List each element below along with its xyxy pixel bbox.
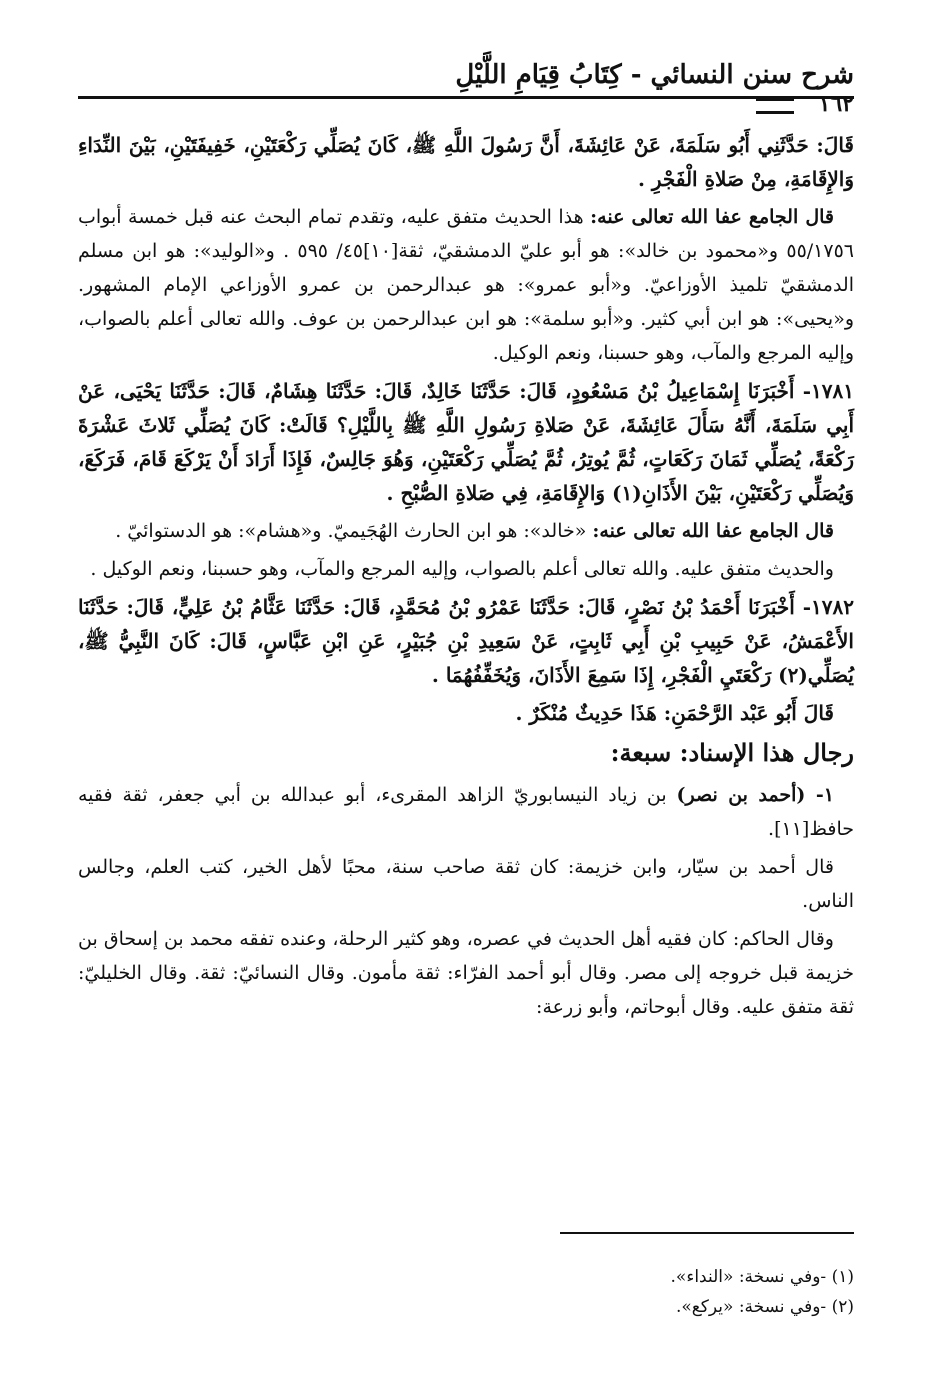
footnote-1: (١) -وفي نسخة: «النداء». [670, 1267, 854, 1287]
nasai-remark: قَالَ أَبُو عَبْد الرَّحْمَنِ: هَذَا حَدِيثٌ مُنْكَرٌ . [515, 701, 834, 725]
footnote-2: (٢) -وفي نسخة: «يركع». [675, 1297, 854, 1317]
narrator-1-paragraph [78, 778, 854, 846]
page-number: ١٦٢ [818, 91, 854, 117]
narrator-paragraph-2: قال أحمد بن سيّار، وابن خزيمة: كان ثقة صاحب سنة، محبًا لأهل الخير، كتب العلم، وجالس الناس. [78, 856, 854, 912]
narrator-1-text: بن زياد النيسابوريّ الزاهد المقرىء، أبو عبدالله بن أبي جعفر، ثقة فقيه حافظ[١١]. [78, 784, 854, 840]
header-title: شرح سنن النسائي - كِتَابُ قِيَامِ اللَّيْلِ [455, 60, 854, 90]
page-number-row [78, 90, 854, 120]
commentary-lead: قال الجامع عفا الله تعالى عنه: [590, 206, 834, 228]
narrator-1-name: ١- (أحمد بن نصر) [676, 784, 834, 806]
hadith-continuation: قَالَ: حَدَّثَنِي أَبُو سَلَمَةَ، عَنْ عَائِشَةَ، أَنَّ رَسُولَ اللَّهِ ﷺ، كَانَ يُصَلِّي رَكْعَتَيْنِ، خَفِيفَتَيْنِ، بَيْنَ النِّدَاءِ وَالإِقَامَةِ، مِنْ صَلاةِ الْفَجْرِ . [78, 133, 854, 191]
narrator-paragraph-3: وقال الحاكم: كان فقيه أهل الحديث في عصره، وهو كثير الرحلة، وعنده تفقه محمد بن إسحاق بن خزيمة قبل خروجه إلى مصر. وقال أبو أحمد الفرّاء: ثقة مأمون. وقال النسائيّ: ثقة. وقال الخليليّ: ثقة متفق عليه. وقال أبوحاتم، وأبو زرعة: [78, 928, 854, 1018]
section-heading: رجال هذا الإسناد: سبعة: [610, 738, 854, 767]
commentary-paragraph-3: والحديث متفق عليه. والله تعالى أعلم بالصواب، وإليه المرجع والمآب، وهو حسبنا، ونعم الوكيل . [90, 558, 834, 580]
commentary-text: هذا الحديث متفق عليه، وتقدم تمام البحث عنه قبل خمسة أبواب ٥٥/١٧٥٦ و«محمود بن خالد»: هو أبو عليّ الدمشقيّ، ثقة[١٠]٤٥/ ٥٩٥ . و«الوليد»: هو ابن مسلم الدمشقيّ تلميذ الأوزاعيّ. و«أبو عمرو»: هو عبدالرحمن بن عمرو الأوزاعي الإمام المشهور. و«يحيى»: هو ابن أبي كثير. و«أبو سلمة»: هو ابن عبدالرحمن بن عوف. والله تعالى أعلم بالصواب، وإليه المرجع والمآب، وهو حسبنا، ونعم الوكيل. [78, 206, 854, 364]
page-number-ornament [756, 98, 794, 114]
commentary-text-2: «خالد»: هو ابن الحارث الهُجَيميّ. و«هشام»: هو الدستوائيّ . [115, 520, 587, 542]
commentary-lead-2: قال الجامع عفا الله تعالى عنه: [592, 520, 834, 542]
page-body [78, 128, 854, 1028]
commentary-paragraph-2 [78, 514, 854, 548]
footnote-rule [560, 1232, 854, 1234]
commentary-paragraph [78, 200, 854, 370]
footnotes [78, 1262, 854, 1322]
hadith-1782: ١٧٨٢- أَخْبَرَنَا أَحْمَدُ بْنُ نَصْرٍ، قَالَ: حَدَّثَنَا عَمْرُو بْنُ مُحَمَّدٍ، قَالَ: حَدَّثَنَا عَثَّامُ بْنُ عَلِيٍّ، قَالَ: حَدَّثَنَا الأَعْمَشُ، عَنْ حَبِيبِ بْنِ أَبِي ثَابِتٍ، عَنْ سَعِيدِ بْنِ جُبَيْرٍ، عَنِ ابْنِ عَبَّاسٍ، قَالَ: كَانَ النَّبِيُّ ﷺ، يُصَلِّي(٢) رَكْعَتَيِ الْفَجْرِ، إِذَا سَمِعَ الأَذَانَ، وَيُخَفِّفُهُمَا . [78, 595, 854, 687]
hadith-1781: ١٧٨١- أَخْبَرَنَا إِسْمَاعِيلُ بْنُ مَسْعُودٍ، قَالَ: حَدَّثَنَا خَالِدٌ، قَالَ: حَدَّثَنَا هِشَامٌ، قَالَ: حَدَّثَنَا يَحْيَى، عَنْ أَبِي سَلَمَةَ، أَنَّهُ سَأَلَ عَائِشَةَ، عَنْ صَلاةِ رَسُولِ اللَّهِ ﷺ بِاللَّيْلِ؟ قَالَتْ: كَانَ يُصَلِّي ثَلاثَ عَشْرَةَ رَكْعَةً، يُصَلِّي ثَمَانَ رَكَعَاتٍ، ثُمَّ يُوتِرُ، ثُمَّ يُصَلِّي رَكْعَتَيْنِ، وَهُوَ جَالِسٌ، فَإِذَا أَرَادَ أَنْ يَرْكَعَ قَامَ، فَرَكَعَ، وَيُصَلِّي رَكْعَتَيْنِ، بَيْنَ الأَذَانِ(١) وَالإِقَامَةِ، فِي صَلاةِ الصُّبْحِ . [78, 379, 854, 505]
